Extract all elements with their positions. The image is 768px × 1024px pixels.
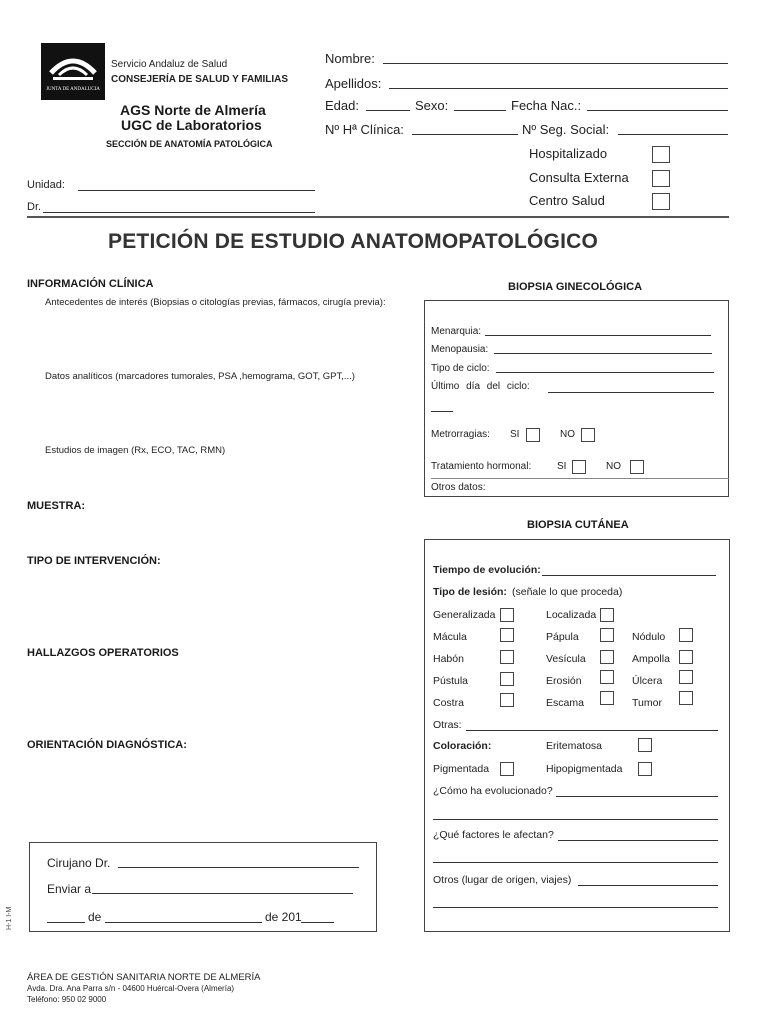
erosion-label: Erosión [546,675,582,687]
logo-box [41,43,105,100]
tiempo-field[interactable] [542,575,716,576]
vesicula-checkbox[interactable] [600,650,614,664]
como-evoluciono-field-2[interactable] [433,819,718,820]
menarquia-label: Menarquia: [431,326,482,337]
consulta-label: Consulta Externa [529,170,629,185]
habon-checkbox[interactable] [500,650,514,664]
edad-label: Edad: [325,98,359,113]
pustula-checkbox[interactable] [500,672,514,686]
erosion-checkbox[interactable] [600,670,614,684]
nodulo-checkbox[interactable] [679,628,693,642]
doctor-field[interactable] [43,212,315,213]
ampolla-label: Ampolla [632,653,670,665]
otros-datos-label: Otros datos: [431,482,486,493]
tratamiento-si-label: SI [557,461,567,472]
hipopigmentada-checkbox[interactable] [638,762,652,776]
org-line1: Servicio Andaluz de Salud [111,59,228,70]
metrorragias-no-label: NO [560,429,575,440]
otros-lugar-label: Otros (lugar de origen, viajes) [433,874,572,886]
generalizada-label: Generalizada [433,609,496,621]
nodulo-label: Nódulo [632,631,666,643]
month-field[interactable] [105,922,262,923]
centro-label: Centro Salud [529,193,605,208]
de-label-1: de [88,910,102,924]
hospitalizado-checkbox[interactable] [652,146,670,163]
doctor-label: Dr. [27,201,42,213]
tipo-ciclo-field[interactable] [496,372,714,373]
localizada-label: Localizada [546,609,597,621]
datos-analiticos-text: Datos analíticos (marcadores tumorales, PSA ,hemograma, GOT, GPT,...) [45,371,355,382]
seg-social-label: Nº Seg. Social: [522,122,610,137]
menopausia-field[interactable] [494,353,712,354]
unidad-field[interactable] [78,190,315,191]
como-evoluciono-field[interactable] [556,796,718,797]
menopausia-label: Menopausia: [431,344,489,355]
cirujano-field[interactable] [118,867,359,868]
eritematosa-label: Eritematosa [546,740,603,752]
page-title: PETICIÓN DE ESTUDIO ANATOMOPATOLÓGICO [108,230,599,253]
side-code: H-1 I-M [6,906,13,930]
cutanea-heading: BIOPSIA CUTÁNEA [527,519,629,531]
info-clinica-heading: INFORMACIÓN CLÍNICA [27,278,154,290]
tratamiento-si-checkbox[interactable] [572,460,586,474]
tiempo-label: Tiempo de evolución: [433,564,541,576]
cirujano-label: Cirujano Dr. [47,856,111,870]
tipo-ciclo-label: Tipo de ciclo: [431,363,490,374]
hospitalizado-label: Hospitalizado [529,146,608,161]
ulcera-label: Úlcera [632,675,663,687]
hipopigmentada-label: Hipopigmentada [546,763,623,775]
tumor-checkbox[interactable] [679,691,693,705]
tipo-lesion-hint: (señale lo que proceda) [512,586,623,598]
historia-field[interactable] [412,134,518,135]
de-label-2: de 201 [265,910,302,924]
header-rule [27,216,729,218]
nombre-label: Nombre: [325,51,375,66]
factores-field-2[interactable] [433,862,718,863]
tratamiento-no-checkbox[interactable] [630,460,644,474]
enviar-field[interactable] [92,893,353,894]
otros-datos-field[interactable] [431,478,729,479]
sexo-label: Sexo: [415,98,449,113]
eritematosa-checkbox[interactable] [638,738,652,752]
footer-line1: ÁREA DE GESTIÓN SANITARIA NORTE DE ALMERÍA [27,972,261,983]
junta-andalucia-logo-icon [41,43,105,87]
enviar-label: Enviar a [47,882,92,896]
ampolla-checkbox[interactable] [679,650,693,664]
consulta-checkbox[interactable] [652,170,670,187]
otras-field[interactable] [466,730,718,731]
ulcera-checkbox[interactable] [679,670,693,684]
fecha-nac-label: Fecha Nac.: [511,98,582,113]
generalizada-checkbox[interactable] [500,608,514,622]
section-title: SECCIÓN DE ANATOMÍA PATOLÓGICA [106,139,273,149]
coloracion-label: Coloración: [433,740,492,752]
gineco-heading: BIOPSIA GINECOLÓGICA [508,281,643,293]
como-evoluciono-label: ¿Cómo ha evolucionado? [433,785,553,797]
metrorragias-si-label: SI [510,429,520,440]
vesicula-label: Vesícula [546,653,586,665]
papula-checkbox[interactable] [600,628,614,642]
pigmentada-checkbox[interactable] [500,762,514,776]
tipo-intervencion-heading: TIPO DE INTERVENCIÓN: [27,555,161,567]
historia-label: Nº Hª Clínica: [325,122,404,137]
antecedentes-text: Antecedentes de interés (Biopsias o citologías previas, fármacos, cirugía previa): [45,297,386,308]
otras-label: Otras: [433,719,462,731]
tipo-lesion-label: Tipo de lesión: [433,586,507,598]
escama-label: Escama [546,697,584,709]
ultimo-dia-field-cont[interactable] [431,411,453,412]
centro-checkbox[interactable] [652,193,670,210]
tumor-label: Tumor [632,697,662,709]
hallazgos-heading: HALLAZGOS OPERATORIOS [27,647,179,659]
costra-checkbox[interactable] [500,693,514,707]
nombre-field[interactable] [383,63,728,64]
macula-checkbox[interactable] [500,628,514,642]
pustula-label: Pústula [433,675,469,687]
tratamiento-no-label: NO [606,461,621,472]
macula-label: Mácula [433,631,467,643]
seg-social-field[interactable] [618,134,728,135]
habon-label: Habón [433,653,464,665]
unidad-label: Unidad: [27,179,65,191]
tratamiento-label: Tratamiento hormonal: [431,461,532,472]
metrorragias-si-checkbox[interactable] [526,428,540,442]
otros-lugar-field[interactable] [578,885,718,886]
metrorragias-label: Metrorragias: [431,429,490,440]
papula-label: Pápula [546,631,579,643]
edad-field[interactable] [366,110,410,111]
factores-field[interactable] [558,840,718,841]
ags-title: AGS Norte de Almería [120,102,266,118]
sexo-field[interactable] [454,110,506,111]
org-line2: CONSEJERÍA DE SALUD Y FAMILIAS [111,74,289,85]
ugc-title: UGC de Laboratorios [121,117,262,133]
footer-line3: Teléfono: 950 02 9000 [27,995,107,1004]
logo-text: JUNTA DE ANDALUCIA [46,87,100,92]
localizada-checkbox[interactable] [600,608,614,622]
otros-lugar-field-2[interactable] [433,907,718,908]
pigmentada-label: Pigmentada [433,763,490,775]
factores-label: ¿Qué factores le afectan? [433,829,554,841]
estudios-imagen-text: Estudios de imagen (Rx, ECO, TAC, RMN) [45,445,226,456]
ultimo-dia-field[interactable] [548,392,714,393]
year-field[interactable] [301,922,334,923]
orientacion-heading: ORIENTACIÓN DIAGNÓSTICA: [27,739,187,751]
footer-line2: Avda. Dra. Ana Parra s/n - 04600 Huércal-Overa (Almería) [27,984,235,993]
muestra-heading: MUESTRA: [27,500,86,512]
apellidos-label: Apellidos: [325,76,382,91]
costra-label: Costra [433,697,464,709]
menarquia-field[interactable] [485,335,711,336]
escama-checkbox[interactable] [600,691,614,705]
fecha-nac-field[interactable] [587,110,728,111]
day-field[interactable] [47,922,85,923]
ultimo-dia-label: Último día del ciclo: [431,381,530,392]
apellidos-field[interactable] [389,88,728,89]
metrorragias-no-checkbox[interactable] [581,428,595,442]
